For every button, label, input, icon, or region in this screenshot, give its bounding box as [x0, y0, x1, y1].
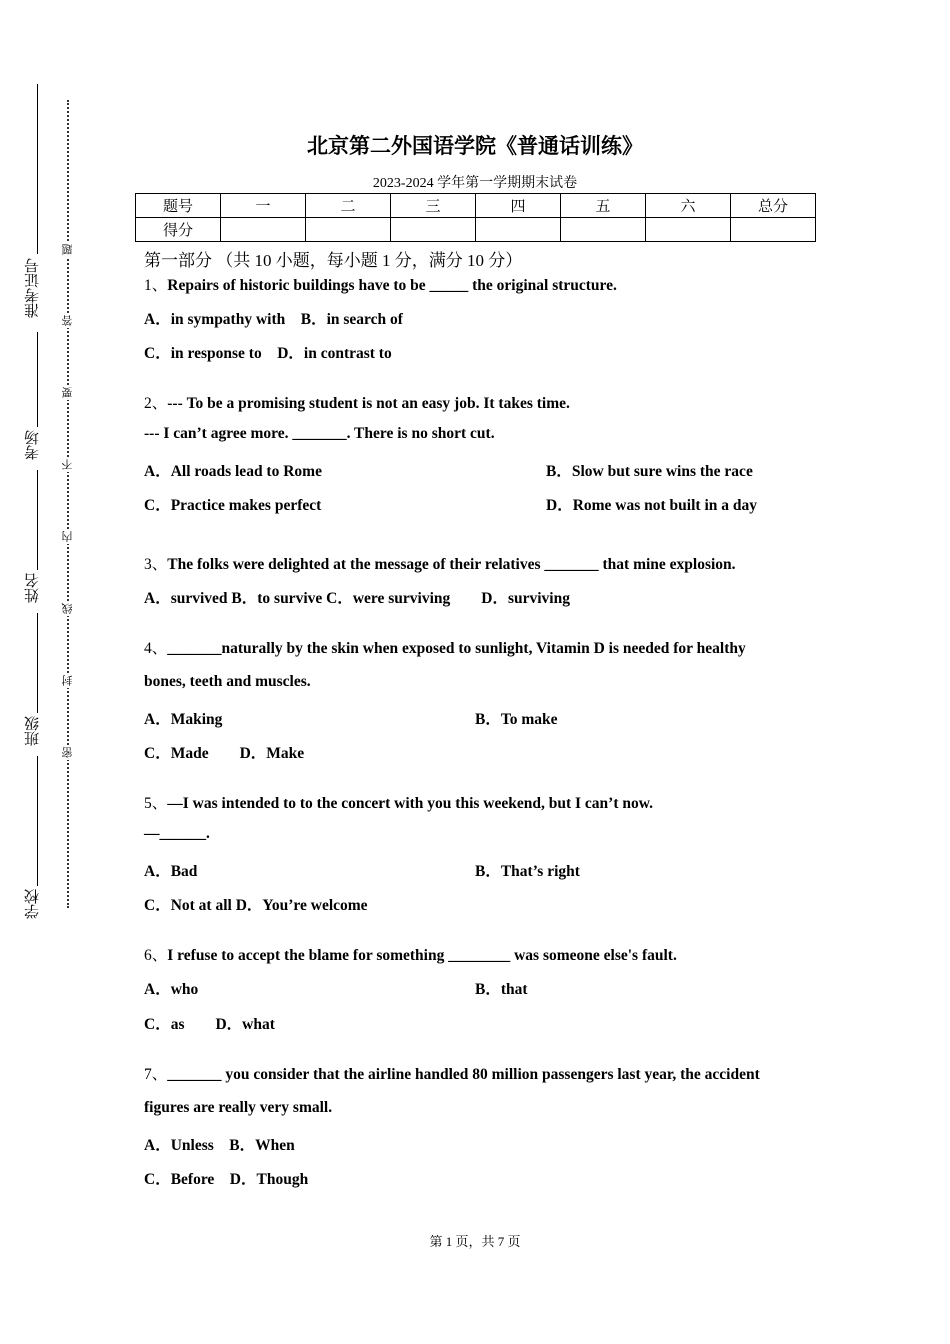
question-text: _______ you consider that the airline handled 80 million passengers last year, the accident [167, 1066, 760, 1083]
exam-id-label: 准考证号 [25, 258, 41, 318]
score-table-cell: 四 [476, 194, 561, 218]
question-text: _______naturally by the skin when exposed to sunlight, Vitamin D is needed for healthy [167, 640, 746, 657]
score-entry-cell[interactable] [561, 218, 646, 242]
seal-char: 线 [62, 603, 74, 615]
margin-line [37, 756, 38, 886]
answer-option[interactable]: A．in sympathy with B．in search of [144, 311, 403, 328]
answer-option[interactable]: C．Practice makes perfect [144, 497, 322, 514]
score-row-label: 得分 [136, 218, 221, 242]
answer-option[interactable]: A．Bad [144, 863, 198, 880]
answer-option[interactable]: A．who [144, 981, 199, 998]
seal-char: 要 [62, 387, 74, 399]
score-entry-cell[interactable] [731, 218, 816, 242]
answer-option[interactable]: C．in response to D．in contrast to [144, 345, 392, 362]
score-entry-cell[interactable] [306, 218, 391, 242]
score-table-cell: 三 [391, 194, 476, 218]
score-table-cell: 五 [561, 194, 646, 218]
answer-option[interactable]: B．To make [475, 711, 558, 728]
exam-subtitle: 2023-2024 学年第一学期期末试卷 [372, 176, 578, 191]
question-number: 1、 [144, 277, 168, 294]
page-footer: 第 1 页，共 7 页 [429, 1234, 521, 1249]
answer-option[interactable]: A．Unless B．When [144, 1137, 295, 1154]
seal-char: 封 [62, 675, 74, 687]
score-entry-cell[interactable] [391, 218, 476, 242]
seal-char: 不 [62, 459, 74, 471]
exam-title: 北京第二外国语学院《普通话训练》 [307, 135, 643, 158]
question-stem [144, 273, 617, 295]
question-text: The folks were delighted at the message of their relatives _______ that mine explosion. [167, 556, 736, 573]
question-number: 4、 [144, 640, 168, 657]
question-stem [144, 552, 736, 574]
school-label: 学校 [25, 889, 41, 919]
exam-room-label: 考场 [25, 430, 41, 460]
seal-char: 答 [62, 315, 74, 327]
seal-dotted-line [67, 100, 69, 908]
question-text-line: —______. [144, 825, 210, 842]
student-name-label: 姓名 [25, 573, 41, 603]
answer-option[interactable]: C．Before D．Though [144, 1171, 309, 1188]
class-label: 班级 [25, 716, 41, 746]
question-stem [144, 943, 677, 965]
answer-option[interactable]: C．Not at all D．You’re welcome [144, 897, 368, 914]
section-heading: 第一部分 （共 10 小题，每小题 1 分，满分 10 分） [144, 251, 523, 270]
score-table [135, 193, 816, 242]
question-number: 6、 [144, 947, 168, 964]
answer-option[interactable]: D．Rome was not built in a day [546, 497, 757, 514]
question-text: I refuse to accept the blame for something ________ was someone else's fault. [167, 947, 677, 964]
question-text-line: --- I can’t agree more. _______. There is no short cut. [144, 425, 495, 442]
question-text: Repairs of historic buildings have to be _____ the original structure. [167, 277, 617, 294]
answer-option[interactable]: A．survived B．to survive C．were surviving D．surviving [144, 590, 570, 607]
margin-line [37, 84, 38, 254]
answer-option[interactable]: A．All roads lead to Rome [144, 463, 322, 480]
question-stem [144, 1062, 760, 1084]
seal-char: 内 [62, 531, 74, 543]
score-table-header-row [136, 194, 816, 218]
answer-option[interactable]: B．that [475, 981, 528, 998]
margin-line [37, 332, 38, 427]
question-text-line: bones, teeth and muscles. [144, 673, 311, 690]
question-number: 2、 [144, 395, 168, 412]
answer-option[interactable]: B．Slow but sure wins the race [546, 463, 753, 480]
margin-line [37, 470, 38, 570]
question-number: 7、 [144, 1066, 168, 1083]
score-table-cell: 总分 [731, 194, 816, 218]
score-table-score-row [136, 218, 816, 242]
score-entry-cell[interactable] [221, 218, 306, 242]
answer-option[interactable]: B．That’s right [475, 863, 580, 880]
score-entry-cell[interactable] [476, 218, 561, 242]
margin-line [37, 613, 38, 713]
question-stem [144, 636, 746, 658]
answer-option[interactable]: C．Made D．Make [144, 745, 305, 762]
score-table-cell: 六 [646, 194, 731, 218]
question-number: 3、 [144, 556, 168, 573]
seal-char: 题 [62, 244, 74, 256]
question-number: 5、 [144, 795, 168, 812]
question-text: --- To be a promising student is not an easy job. It takes time. [167, 395, 570, 412]
question-text: —I was intended to to the concert with you this weekend, but I can’t now. [167, 795, 653, 812]
score-entry-cell[interactable] [646, 218, 731, 242]
seal-char: 密 [62, 747, 74, 759]
score-table-cell: 二 [306, 194, 391, 218]
question-stem [144, 791, 653, 813]
score-table-cell: 题号 [136, 194, 221, 218]
question-text-line: figures are really very small. [144, 1099, 333, 1116]
score-table-cell: 一 [221, 194, 306, 218]
answer-option[interactable]: C．as D．what [144, 1016, 275, 1033]
answer-option[interactable]: A．Making [144, 711, 223, 728]
question-stem [144, 391, 570, 413]
